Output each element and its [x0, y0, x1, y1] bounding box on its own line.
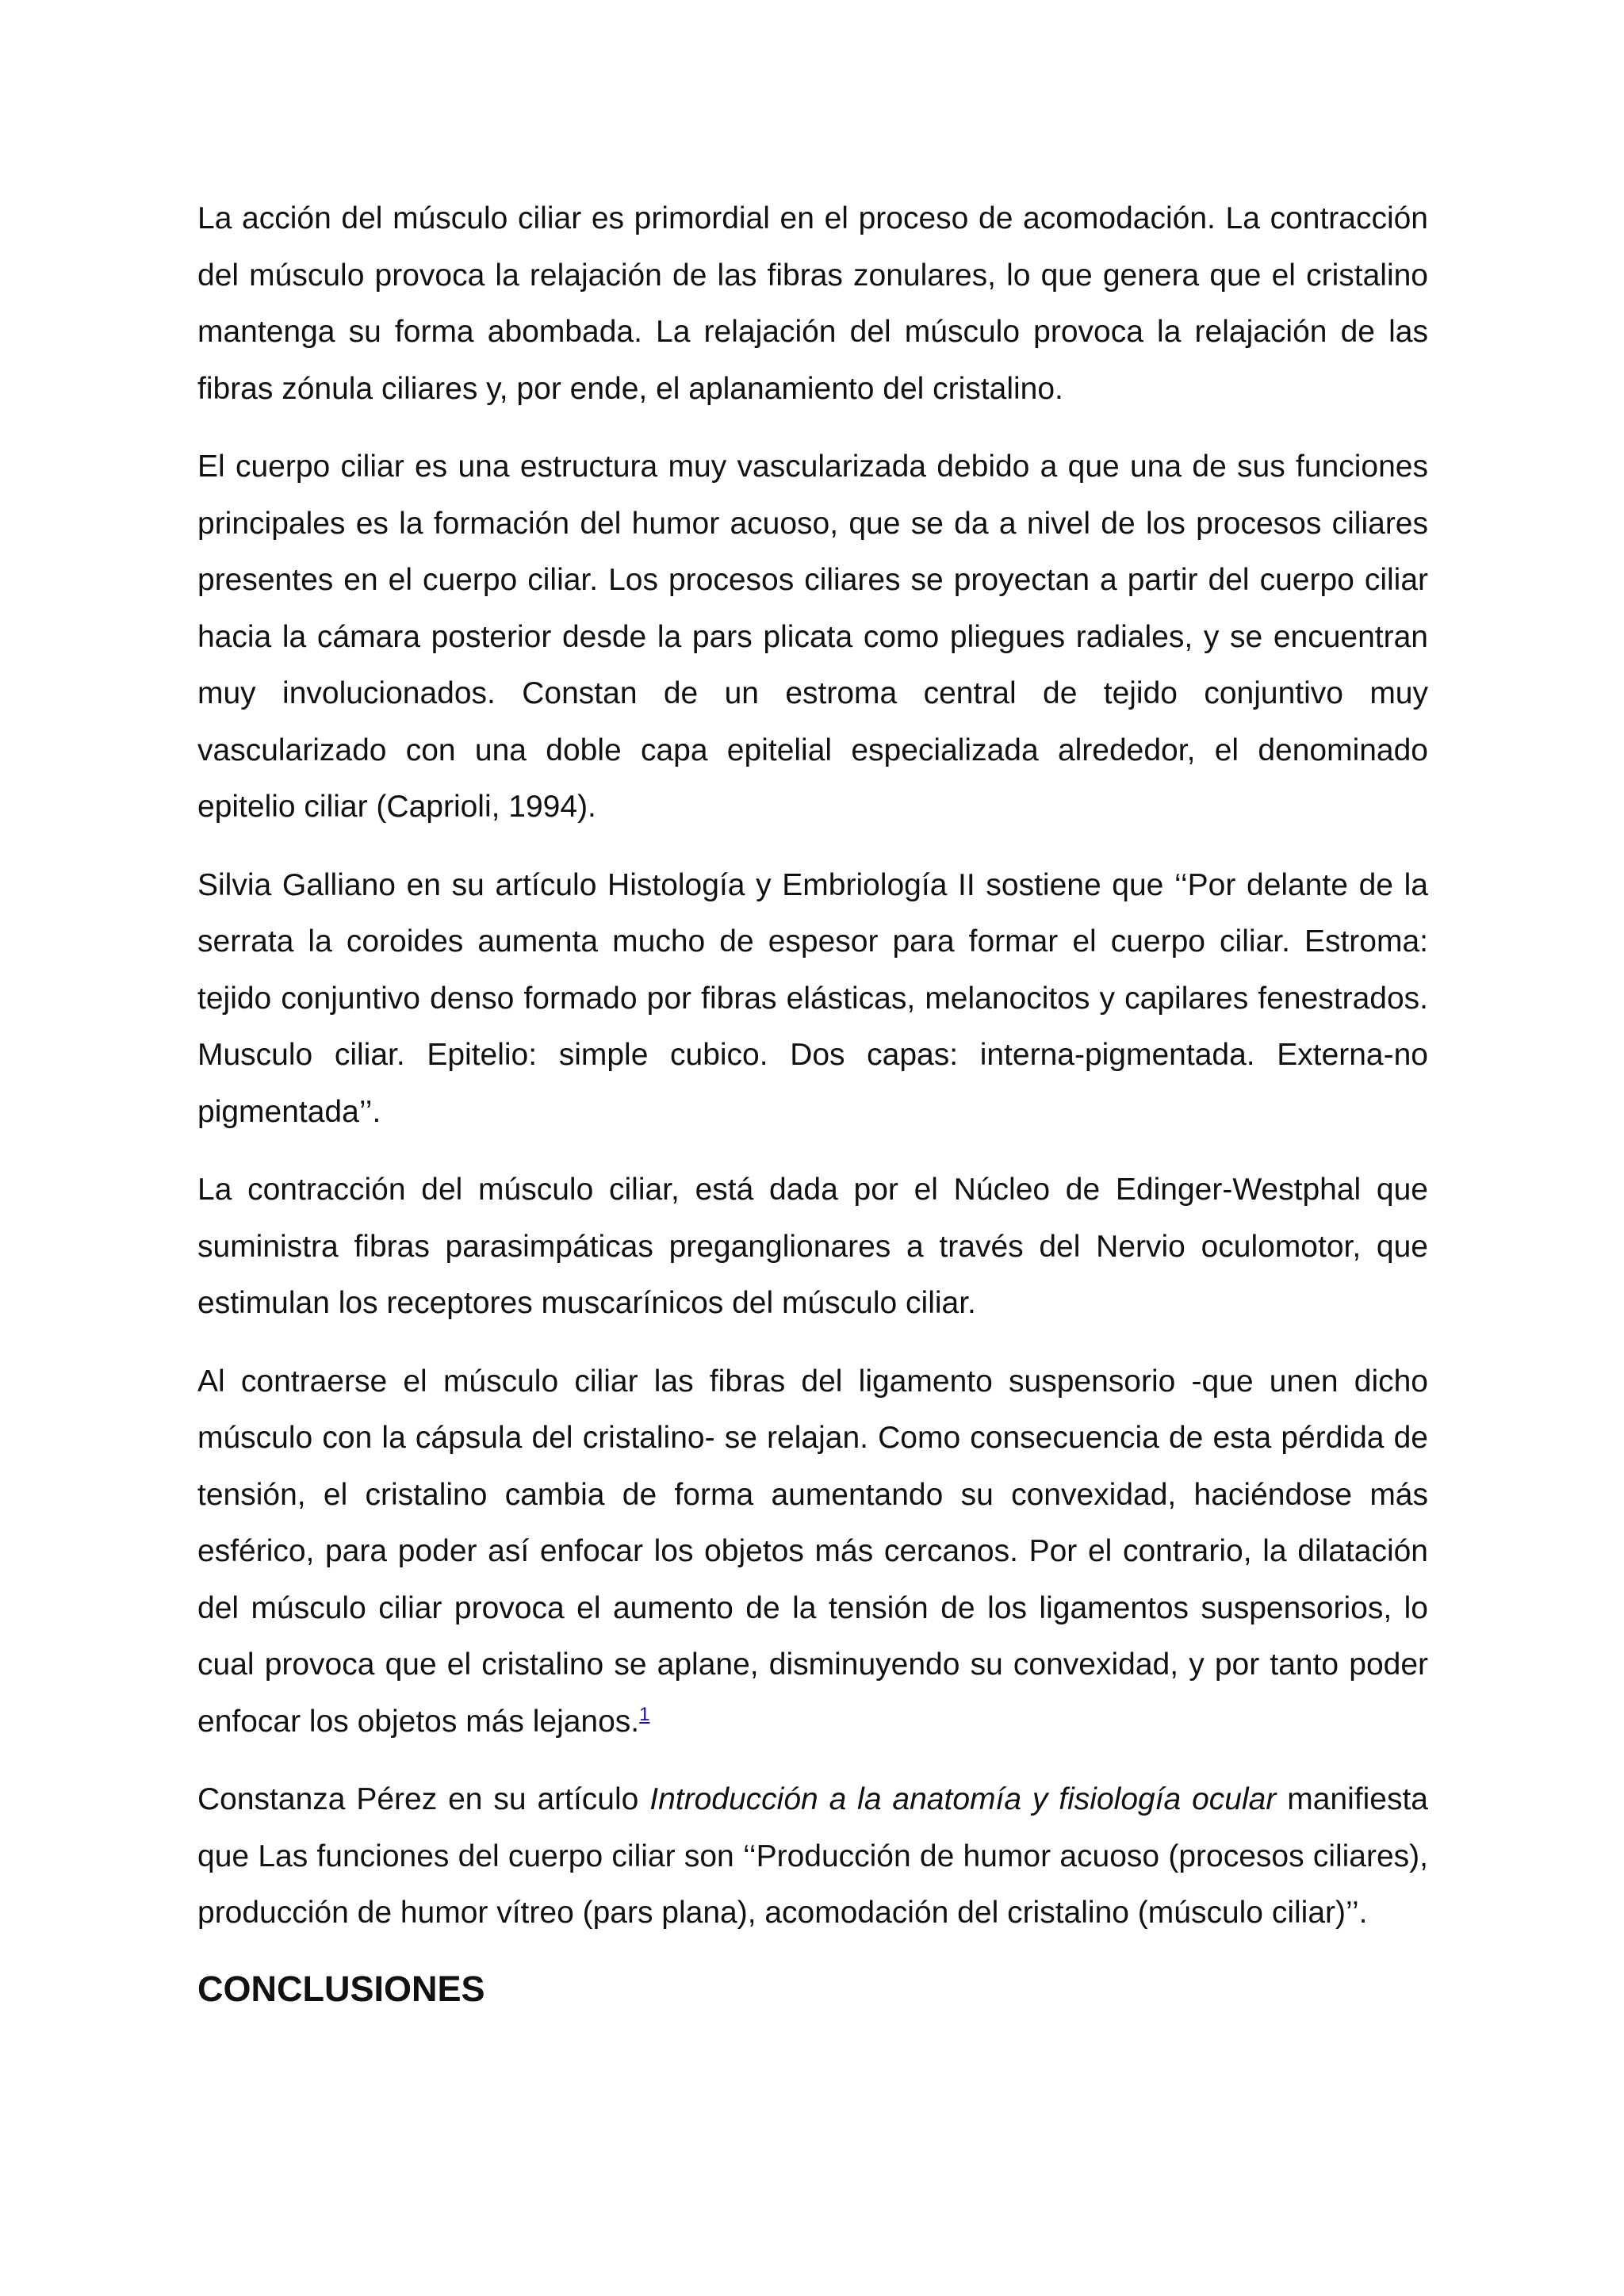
document-body	[197, 190, 1428, 2013]
paragraph-perez-quote	[197, 1771, 1428, 1942]
paragraph-edinger-westphal: La contracción del músculo ciliar, está dada por el Núcleo de Edinger-Westphal que suministra fibras parasimpáticas preganglionares a través del Nervio oculomotor, que estimulan los receptores muscarínicos del músculo ciliar.	[197, 1173, 1428, 1320]
paragraph-galliano-quote: Silvia Galliano en su artículo Histología y Embriología II sostiene que ‘‘Por delante de la serrata la coroides aumenta mucho de espesor para formar el cuerpo ciliar. Estroma: tejido conjuntivo denso formado por fibras elásticas, melanocitos y capilares fenestrados. Musculo ciliar. Epitelio: simple cubico. Dos capas: interna-pigmentada. Externa-no pigmentada’’.	[197, 867, 1428, 1129]
paragraph-ciliary-muscle-action: La acción del músculo ciliar es primordial en el proceso de acomodación. La contracción del músculo provoca la relajación de las fibras zonulares, lo que genera que el cristalino mantenga su forma abombada. La relajación del músculo provoca la relajación de las fibras zónula ciliares y, por ende, el aplanamiento del cristalino.	[197, 201, 1428, 406]
section-heading-conclusions: CONCLUSIONES	[197, 1968, 485, 2009]
paragraph-perez-text-after: manifiesta que Las funciones del cuerpo ciliar son ‘‘Producción de humor acuoso (procesos ciliares), producción de humor vítreo (pars plana), acomodación del cristalino (músculo ciliar)’’.	[197, 1782, 1428, 1930]
article-title-italic: Introducción a la anatomía y fisiología ocular	[649, 1782, 1277, 1816]
paragraph-accommodation-text: Al contraerse el músculo ciliar las fibras del ligamento suspensorio -que unen dicho músculo con la cápsula del cristalino- se relajan. Como consecuencia de esta pérdida de tensión, el cristalino cambia de forma aumentando su convexidad, haciéndose más esférico, para poder así enfocar los objetos más cercanos. Por el contrario, la dilatación del músculo ciliar provoca el aumento de la tensión de los ligamentos suspensorios, lo cual provoca que el cristalino se aplane, disminuyendo su convexidad, y por tanto poder enfocar los objetos más lejanos.	[197, 1364, 1428, 1739]
paragraph-perez-text-before: Constanza Pérez en su artículo	[197, 1782, 650, 1816]
footnote-link[interactable]: 1	[639, 1703, 650, 1725]
paragraph-accommodation-mechanism	[197, 1353, 1428, 1751]
paragraph-ciliary-body-structure: El cuerpo ciliar es una estructura muy vascularizada debido a que una de sus funciones principales es la formación del humor acuoso, que se da a nivel de los procesos ciliares presentes en el cuerpo ciliar. Los procesos ciliares se proyectan a partir del cuerpo ciliar hacia la cámara posterior desde la pars plicata como pliegues radiales, y se encuentran muy involucionados. Constan de un estroma central de tejido conjuntivo muy vascularizado con una doble capa epitelial especializada alrededor, el denominado epitelio ciliar (Caprioli, 1994).	[197, 450, 1428, 824]
